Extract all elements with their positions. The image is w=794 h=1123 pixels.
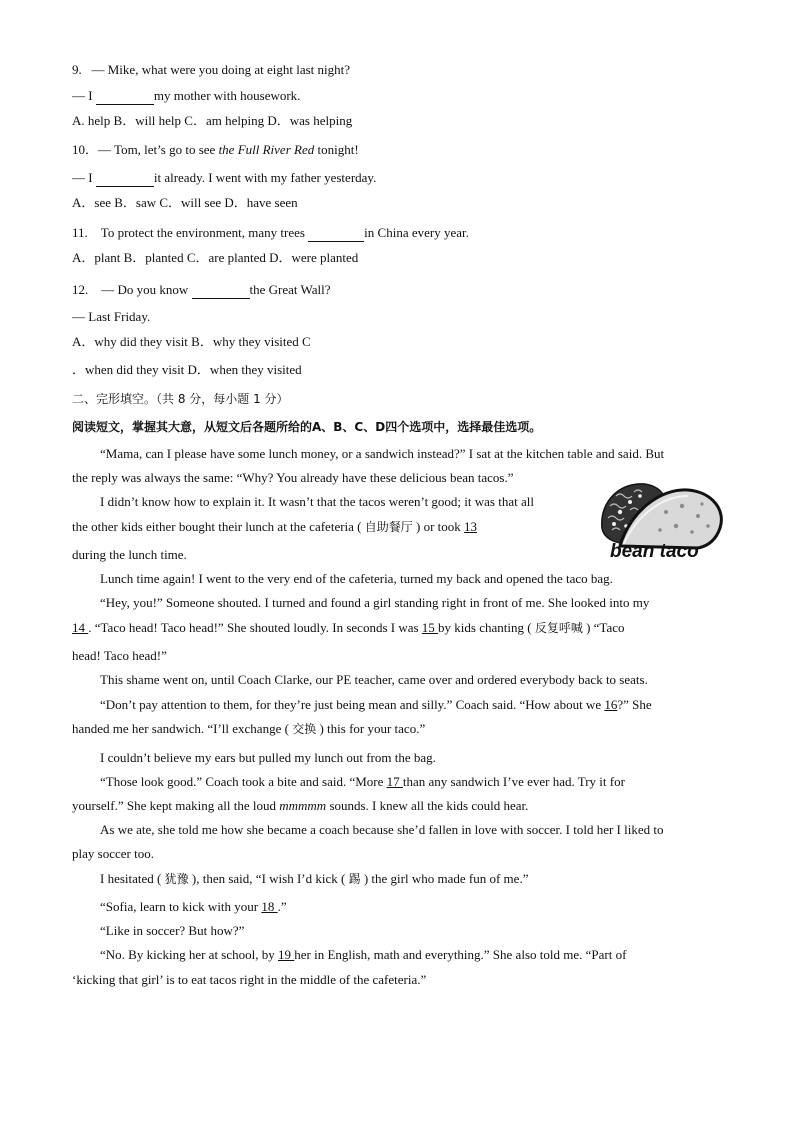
q11-stem: 11. To protect the environment, many trees in China every year. — [72, 225, 469, 240]
passage-line: I hesitated ( 犹豫 ), then said, “I wish I’d kick ( 踢 ) the girl who made fun of me.” — [100, 871, 529, 886]
answer-blank — [96, 170, 154, 187]
passage-line: “Hey, you!” Someone shouted. I turned and found a girl standing right in front of me. She looked into my — [100, 595, 650, 610]
passage-line: “Those look good.” Coach took a bite and said. “More 17 than any sandwich I’ve ever had. Try it for — [100, 774, 625, 789]
passage-line: yourself.” She kept making all the loud mmmmm sounds. I knew all the kids could hear. — [72, 798, 529, 813]
q12-reply: — Last Friday. — [72, 309, 151, 324]
passage-line: I couldn’t believe my ears but pulled my lunch out from the bag. — [100, 750, 436, 765]
answer-blank — [192, 282, 250, 299]
q9-number: 9. — [72, 62, 82, 77]
blank-13: 13 — [464, 519, 478, 534]
blank-15: 15 — [421, 620, 439, 635]
passage-line: “No. By kicking her at school, by 19 her in English, math and everything.” She also told me. “Part of — [100, 947, 627, 962]
film-title: the Full River Red — [218, 142, 315, 157]
answer-blank — [96, 88, 154, 105]
blank-18: 18 — [261, 899, 278, 914]
passage-line: the other kids either bought their lunch at the cafeteria ( 自助餐厅 ) or took 13 — [72, 519, 478, 534]
passage-line: I didn’t know how to explain it. It wasn’t that the tacos weren’t good; it was that all — [100, 494, 534, 509]
passage-line: “Don’t pay attention to them, for they’re just being mean and silly.” Coach said. “How about we 16?” She — [100, 697, 652, 712]
q10-options: A．see B．saw C．will see D．have seen — [72, 195, 298, 210]
blank-14: 14 — [72, 620, 89, 635]
q12-options-line2: ．when did they visit D．when they visited — [72, 362, 302, 377]
blank-17: 17 — [386, 774, 403, 789]
passage-line: “Sofia, learn to kick with your 18 .” — [100, 899, 287, 914]
passage-line: head! Taco head!” — [72, 648, 167, 663]
blank-16: 16 — [604, 697, 618, 712]
passage-line: This shame went on, until Coach Clarke, our PE teacher, came over and ordered everybody back to seats. — [100, 672, 648, 687]
passage-line: the reply was always the same: “Why? You already have these delicious bean tacos.” — [72, 470, 514, 485]
passage-line: 14 . “Taco head! Taco head!” She shouted loudly. In seconds I was 15 by kids chanting ( 反复呼喊 ) “Taco — [72, 620, 625, 635]
q10-reply: — I it already. I went with my father yesterday. — [72, 170, 377, 185]
answer-blank — [308, 225, 364, 242]
passage-line: play soccer too. — [72, 846, 154, 861]
passage-line: As we ate, she told me how she became a coach because she’d fallen in love with soccer. I told her I liked to — [100, 822, 664, 837]
q11-options: A．plant B．planted C．are planted D．were planted — [72, 250, 359, 265]
passage-line: “Like in soccer? But how?” — [100, 923, 245, 938]
passage-line: Lunch time again! I went to the very end of the cafeteria, turned my back and opened the taco bag. — [100, 571, 613, 586]
passage-line: ‘kicking that girl’ is to eat tacos right in the middle of the cafeteria.” — [72, 972, 427, 987]
q10-number: 10． — [72, 142, 99, 157]
q12-stem: 12. — Do you know the Great Wall? — [72, 282, 331, 297]
q9-options: A. help B．will help C．am helping D．was helping — [72, 113, 353, 128]
q9-reply: — I my mother with housework. — [72, 88, 301, 103]
q10-stem: 10．— Tom, let’s go to see the Full River Red tonight! — [72, 142, 359, 157]
q12-options-line1: A．why did they visit B．why they visited C — [72, 334, 311, 349]
q12-number: 12. — [72, 282, 89, 297]
passage-line: “Mama, can I please have some lunch money, or a sandwich instead?” I sat at the kitchen table and said. But — [100, 446, 665, 461]
q9-stem: 9. — Mike, what were you doing at eight last night? — [72, 62, 351, 77]
section-heading: 二、完形填空。（共 8 分，每小题 1 分） — [72, 392, 289, 406]
section-instruction: 阅读短文，掌握其大意，从短文后各题所给的A、B、C、D四个选项中，选择最佳选项。 — [72, 420, 542, 434]
q11-number: 11. — [72, 225, 88, 240]
passage-line: during the lunch time. — [72, 547, 187, 562]
taco-caption: bean taco — [610, 541, 699, 562]
passage-line: handed me her sandwich. “I’ll exchange ( 交换 ) this for your taco.” — [72, 721, 426, 736]
blank-19: 19 — [278, 947, 295, 962]
